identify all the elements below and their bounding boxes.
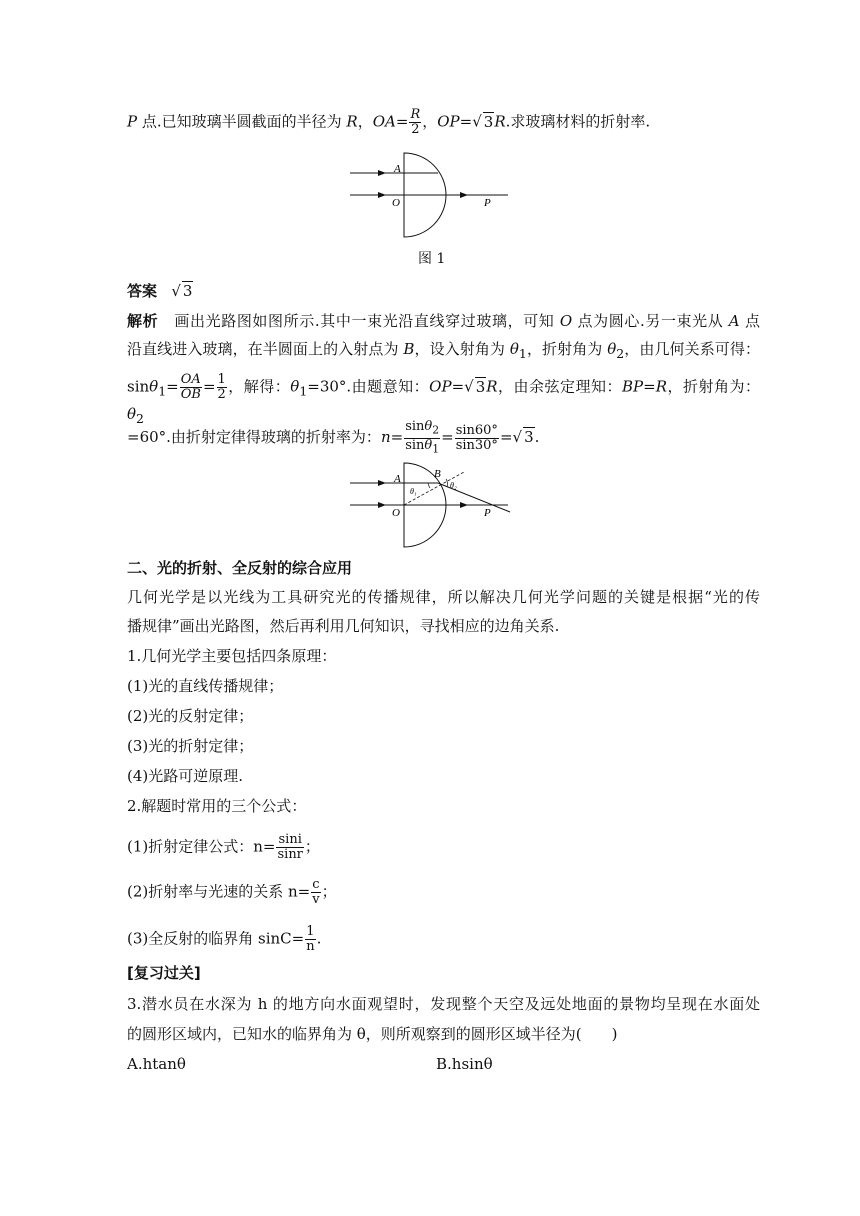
intro-line: P 点.已知玻璃半圆截面的半径为 R，OA= $\frac{R}{2}$ ，OP=√ 3R.求玻璃材料的折射率. [127,107,651,137]
formula-3-suffix: . [316,929,322,948]
figure-2-diagram [340,460,520,550]
question-3-line-1: 3.潜水员在水深为 h 的地方向水面观望时，发现整个天空及远处地面的景物均呈现在水面处 [127,995,760,1013]
answer-line: 答案 √ 3 [127,282,193,300]
fig1-label-p: P [484,197,491,209]
analysis-label: 解析 [127,312,159,330]
fig2-label-a: A [394,473,401,485]
analysis-line-2: 沿直线进入玻璃，在半圆面上的入射点为 B，设入射角为 $\theta_1$，折射角为 $\theta_2$，由几何关系可得： [127,340,760,361]
analysis-line-4: =60°.由折射定律得玻璃的折射率为：n= $\frac{\sin\theta_2}{\sin\theta_1}$ = $\frac{\sin 60^\circ}{\sin 30^\circ}$ =√ 3. [127,419,540,456]
formula-3-numerator: 1 [306,924,315,939]
fig1-label-a: A [394,163,401,175]
formula-1-suffix: ； [304,837,320,856]
question-3-line-2: 的圆形区域内，已知水的临界角为 θ，则所观察到的圆形区域半径为( ) [127,1025,618,1043]
answer-label: 答案 [127,282,158,300]
fig2-label-theta1: θ₁ [410,487,417,496]
section-2-para-1: 几何光学是以光线为工具研究光的传播规律，所以解决几何光学问题的关键是根据“光的传 [127,588,760,606]
formula-1-denominator: sinr [277,847,303,862]
option-a: A.htanθ [127,1055,186,1073]
fig2-label-theta2: θ₂ [450,481,457,490]
principle-2: (2)光的反射定律； [127,707,254,725]
formula-2-denominator: v [312,892,320,907]
principle-4: (4)光路可逆原理. [127,767,244,785]
figure-1-diagram [340,150,520,240]
analysis-line-3: sinθ$_1$= $\frac{OA}{OB}$ = $\frac{1}{2}$ ，解得：$\theta_1=30^\circ$.由题意知：OP=√ 3R，由余弦定理知：BP=R，折射角为：$\theta_2$ [127,372,760,426]
formula-2-numerator: c [312,877,320,892]
principles-heading: 1.几何光学主要包括四条原理： [127,647,337,665]
fig1-label-o: O [392,197,400,209]
section-2-heading: 二、光的折射、全反射的综合应用 [127,559,353,577]
formula-1-numerator: sini [276,833,303,848]
figure-1-caption: 图 1 [418,251,446,267]
section-2-para-2: 播规律”画出光路图，然后再利用几何知识，寻找相应的边角关系. [127,617,560,635]
formula-2 [127,878,760,907]
principle-1: (1)光的直线传播规律； [127,677,284,695]
fig2-label-p: P [484,507,491,519]
review-heading: [复习过关] [127,964,201,982]
analysis-line-1: 解析 画出光路图如图所示.其中一束光沿直线穿过玻璃，可知 O 点为圆心.另一束光从 A 点 [127,312,760,330]
option-b: B.hsinθ [436,1055,493,1073]
formula-3-prefix: (3)全反射的临界角 sinC= [127,929,305,948]
fig2-label-o: O [392,507,400,519]
formula-1-prefix: (1)折射定律公式：n= [127,837,276,856]
formula-2-prefix: (2)折射率与光速的关系 n= [127,882,311,901]
principle-3: (3)光的折射定律； [127,737,254,755]
formula-3 [127,925,760,954]
fig2-label-b: B [434,468,441,480]
formula-2-suffix: ； [321,882,337,901]
formula-1 [127,833,760,862]
formula-3-denominator: n [306,939,315,954]
formulas-heading: 2.解题时常用的三个公式： [127,797,307,815]
